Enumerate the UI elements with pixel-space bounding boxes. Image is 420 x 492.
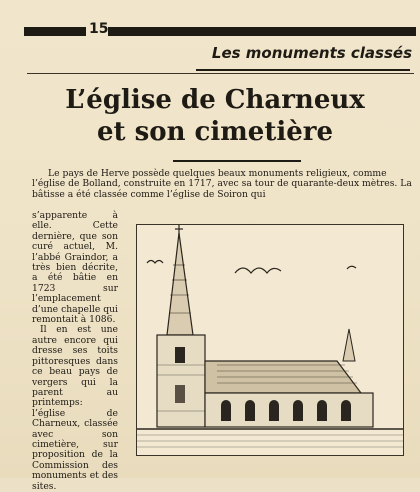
column-paragraph-2: Il en est une autre encore qui dresse ses toits pittoresques dans ce beau pays de vergers qui la parent au printemps: l’église de Charneux, classée avec son cimetière, sur proposition de la Commission des monuments et des sites.	[32, 324, 118, 492]
church-illustration	[136, 224, 404, 456]
bird-icon	[347, 266, 356, 269]
section-underline	[196, 69, 410, 71]
page-number: 15	[89, 21, 109, 37]
spire-icon	[167, 233, 193, 335]
bird-icon	[147, 261, 163, 264]
small-spire-icon	[343, 329, 355, 361]
cut-off-text	[212, 468, 412, 478]
article-title	[20, 84, 410, 148]
church-drawing	[137, 225, 403, 455]
title-rule	[173, 160, 301, 162]
lead-paragraph: Le pays de Herve possède quelques beaux monuments religieux, comme l’église de Bolland, construite en 1717, avec sa tour de quarante-deux mètres. La bâtisse a été classée comme l’église de Soiron qui	[32, 168, 412, 200]
article-title-line-1: L’église de Charneux	[65, 85, 365, 115]
section-heading: Les monuments classés	[211, 44, 412, 62]
header-divider	[27, 73, 414, 74]
column-paragraph-1: s’apparente à elle. Cette dernière, que son curé actuel, M. l’abbé Graindor, a très bien décrite, a été bâtie en 1723 sur l’emplacement d’une chapelle qui remontait à 1086.	[32, 210, 118, 326]
text-column	[32, 211, 118, 492]
header-bar-right	[108, 27, 416, 36]
header-bar-left	[24, 27, 86, 36]
article-title-line-2: et son cimetière	[97, 117, 333, 147]
birds-icon	[235, 268, 281, 273]
